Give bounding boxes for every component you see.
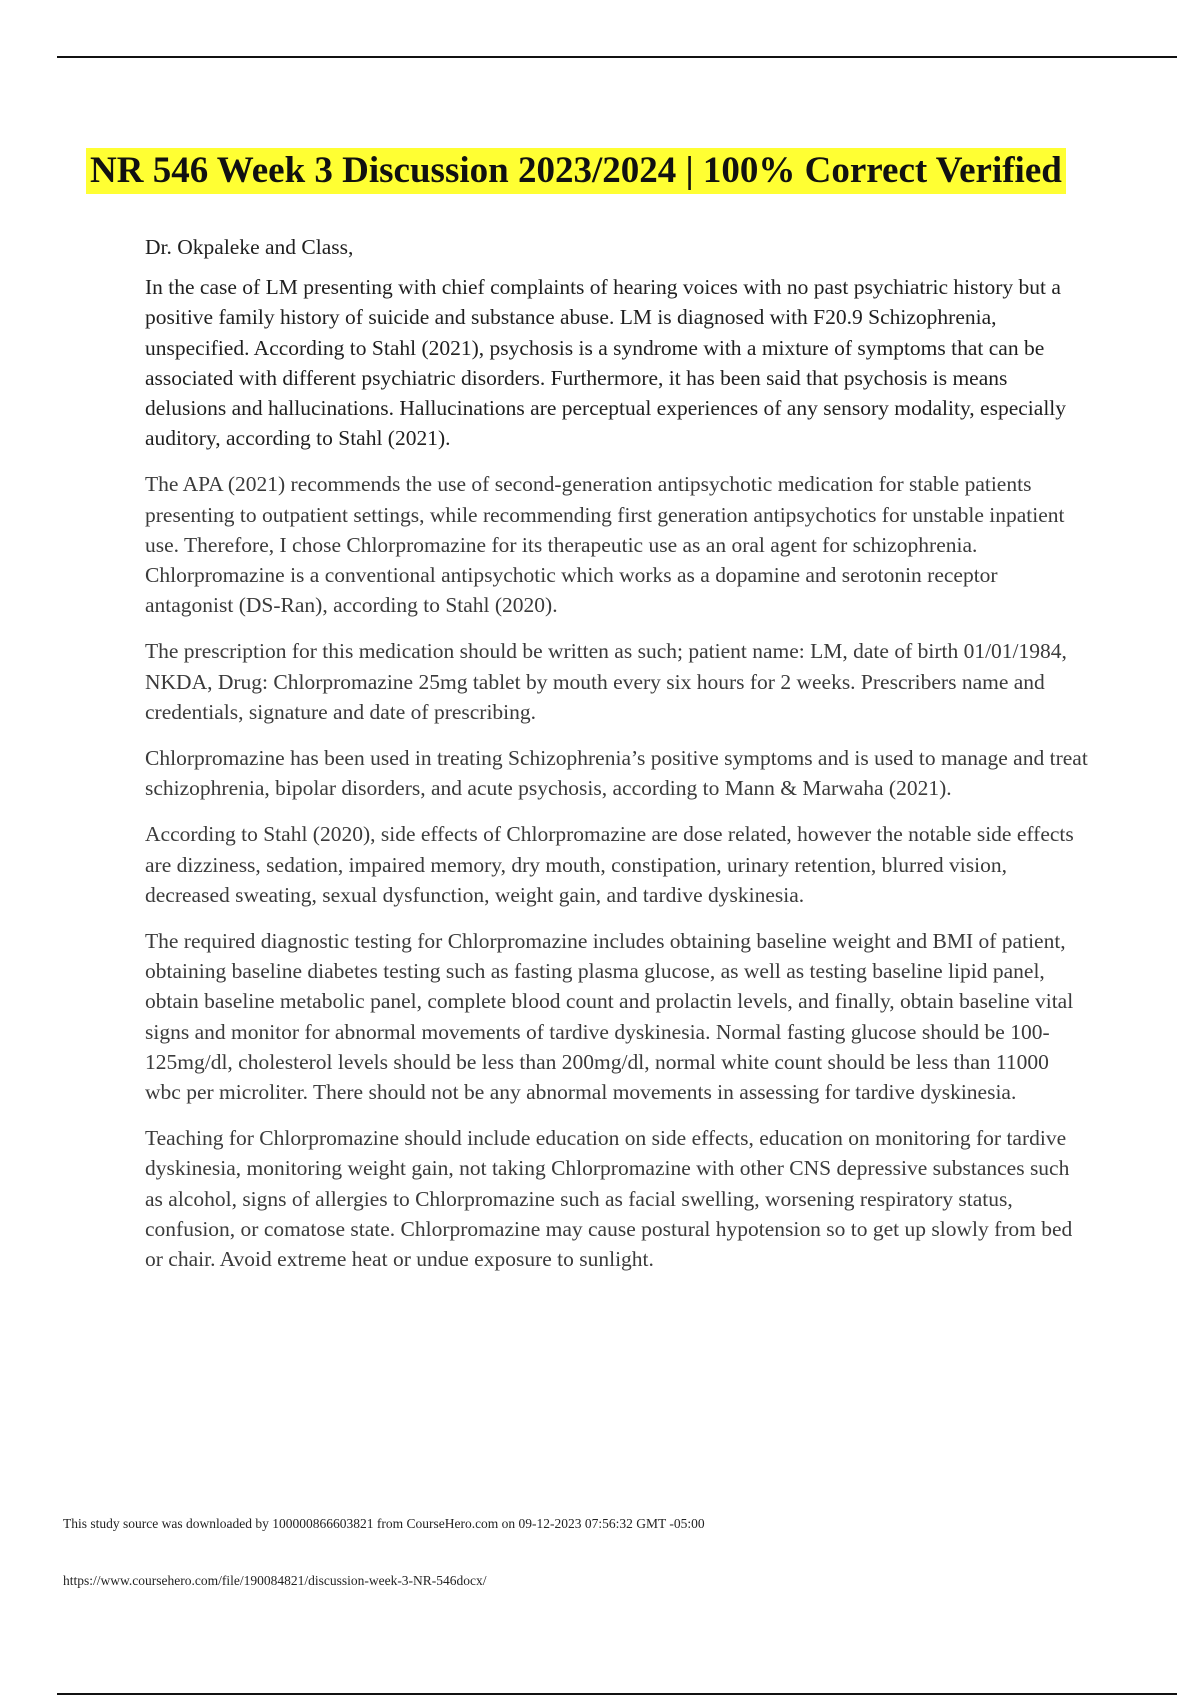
paragraph-diagnosis: In the case of LM presenting with chief complaints of hearing voices with no past psychiatric history but a positive family history of suicide and substance abuse. LM is diagnosed with F20.9 Schizophrenia, unspecified. According to Stahl (2021), psychosis is a syndrome with a mixture of symptoms that can be associated with different psychiatric disorders. Furthermore, it has been said that psychosis is means delusions and hallucinations. Hallucinations are perceptual experiences of any sensory modality, especially auditory, according to Stahl (2021). bbox=[145, 275, 1067, 451]
discussion-body bbox=[145, 232, 1090, 1290]
top-rule bbox=[57, 56, 1177, 58]
download-source-note: This study source was downloaded by 100000866603821 from CourseHero.com on 09-12-2023 07:56:32 GMT -05:00 bbox=[63, 1516, 705, 1531]
paragraph-prescription: The prescription for this medication should be written as such; patient name: LM, date of birth 01/01/1984, NKDA, Drug: Chlorpromazine 25mg tablet by mouth every six hours for 2 weeks. Prescribers name and credentials, signature and date of prescribing. bbox=[145, 639, 1067, 724]
paragraph-indications: Chlorpromazine has been used in treating Schizophrenia’s positive symptoms and is used to manage and treat schizophrenia, bipolar disorders, and acute psychosis, according to Mann & Marwaha (2021). bbox=[145, 746, 1088, 801]
source-url[interactable]: https://www.coursehero.com/file/190084821/discussion-week-3-NR-546docx/ bbox=[63, 1573, 487, 1588]
paragraph-diagnostic-testing: The required diagnostic testing for Chlorpromazine includes obtaining baseline weight and BMI of patient, obtaining baseline diabetes testing such as fasting plasma glucose, as well as testing baseline lipid panel, obtain baseline metabolic panel, complete blood count and prolactin levels, and finally, obtain baseline vital signs and monitor for abnormal movements of tardive dyskinesia. Normal fasting glucose should be 100-125mg/dl, cholesterol levels should be less than 200mg/dl, normal white count should be less than 11000 wbc per microliter. There should not be any abnormal movements in assessing for tardive dyskinesia. bbox=[145, 929, 1074, 1105]
paragraph-side-effects: According to Stahl (2020), side effects of Chlorpromazine are dose related, however the notable side effects are dizziness, sedation, impaired memory, dry mouth, constipation, urinary retention, blurred vision, decreased sweating, sexual dysfunction, weight gain, and tardive dyskinesia. bbox=[145, 822, 1074, 907]
paragraph-medication-choice: The APA (2021) recommends the use of second-generation antipsychotic medication for stable patients presenting to outpatient settings, while recommending first generation antipsychotics for unstable inpatient use. Therefore, I chose Chlorpromazine for its therapeutic use as an oral agent for schizophrenia. Chlorpromazine is a conventional antipsychotic which works as a dopamine and serotonin receptor antagonist (DS-Ran), according to Stahl (2020). bbox=[145, 472, 1065, 618]
title-block bbox=[86, 148, 1086, 194]
document-title: NR 546 Week 3 Discussion 2023/2024 | 100% Correct Verified bbox=[86, 148, 1066, 194]
greeting: Dr. Okpaleke and Class, bbox=[145, 235, 354, 259]
paragraph-patient-teaching: Teaching for Chlorpromazine should include education on side effects, education on monitoring for tardive dyskinesia, monitoring weight gain, not taking Chlorpromazine with other CNS depressive substances such as alcohol, signs of allergies to Chlorpromazine such as facial swelling, worsening respiratory status, confusion, or comatose state. Chlorpromazine may cause postural hypotension so to get up slowly from bed or chair. Avoid extreme heat or undue exposure to sunlight. bbox=[145, 1126, 1073, 1272]
bottom-rule bbox=[57, 1693, 1177, 1695]
